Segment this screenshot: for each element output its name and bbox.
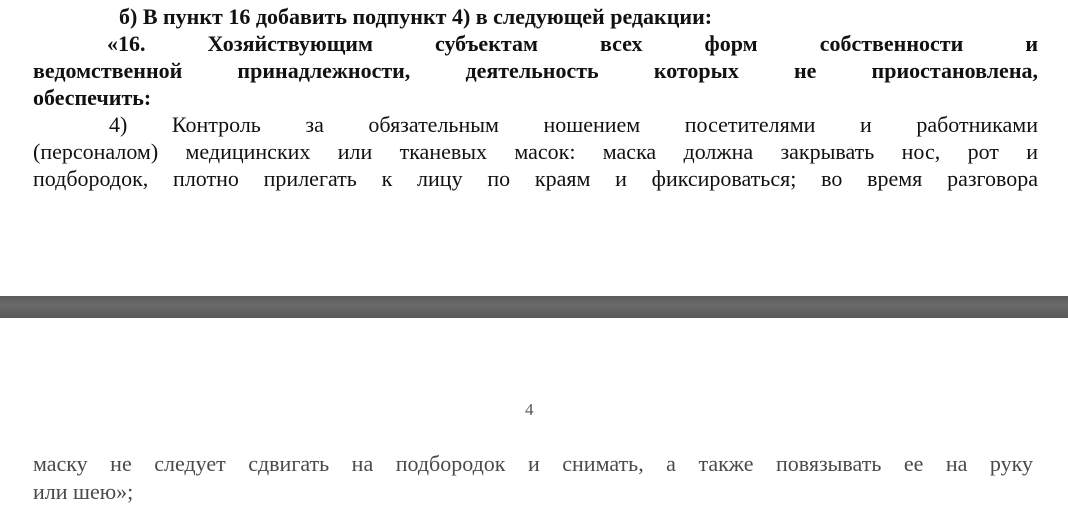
clause-16-line-1: «16. Хозяйствующим субъектам всех форм собственности и: [107, 31, 1038, 56]
continuation-line-2: или шею»;: [33, 479, 134, 504]
page-number: 4: [525, 400, 534, 419]
subclause-4-line-1: 4) Контроль за обязательным ношением посетителями и работниками: [109, 112, 1038, 137]
subclause-4-line-3: подбородок, плотно прилегать к лицу по краям и фиксироваться; во время разговора: [33, 166, 1038, 191]
page-separator: [0, 296, 1068, 318]
clause-16-line-2: ведомственной принадлежности, деятельность которых не приостановлена,: [33, 58, 1038, 83]
amendment-text-block: [33, 3, 1038, 192]
continuation-line-1: маску не следует сдвигать на подбородок и снимать, а также повязывать ее на руку: [33, 451, 1033, 476]
document-page-bottom: [0, 318, 1068, 510]
continuation-text-block: [33, 450, 1033, 506]
subclause-4-line-2: (персоналом) медицинских или тканевых масок: маска должна закрывать нос, рот и: [33, 139, 1038, 164]
amendment-heading: б) В пункт 16 добавить подпункт 4) в следующей редакции:: [119, 4, 713, 29]
clause-16-line-3: обеспечить:: [33, 85, 152, 110]
